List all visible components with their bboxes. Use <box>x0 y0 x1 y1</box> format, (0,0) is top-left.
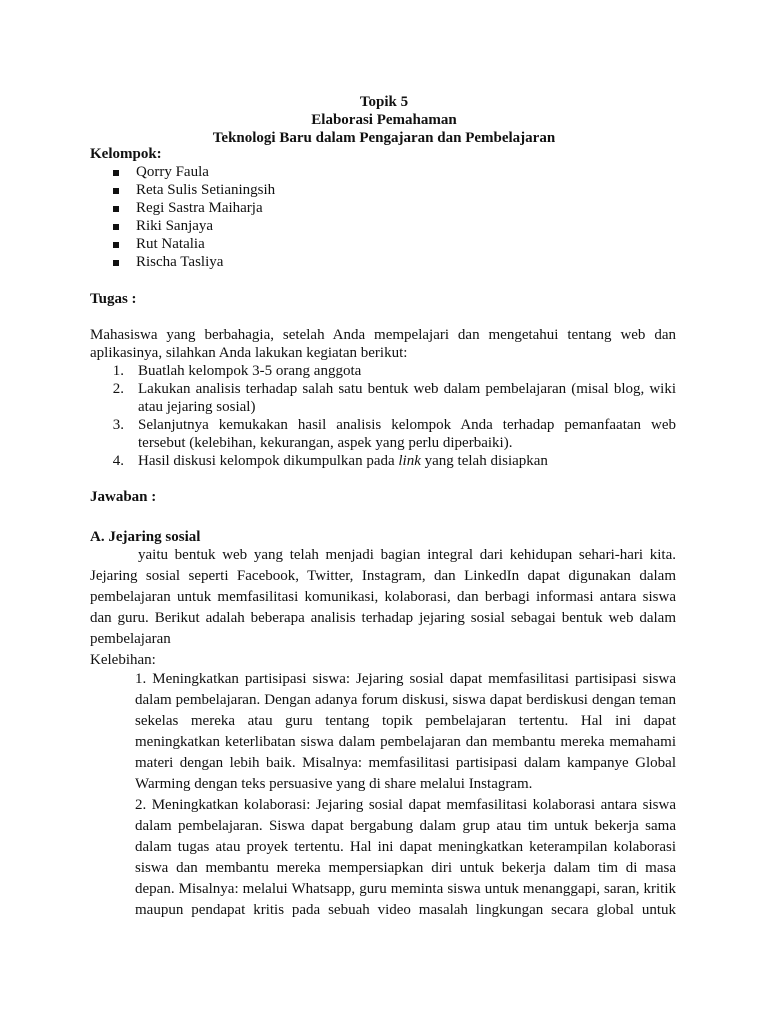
course-title: Teknologi Baru dalam Pengajaran dan Pembelajaran <box>212 130 556 146</box>
advantages-label: Kelebihan: <box>90 652 156 668</box>
advantage-line: Warming dengan teks persuasive yang di share melalui Instagram. <box>135 776 533 792</box>
task-intro-line: Mahasiswa yang berbahagia, setelah Anda mempelajari dan mengetahui tentang web dan <box>90 327 676 343</box>
advantage-line: siswa dan membantu mereka mempersiapkan diri untuk bekerja dalam tim di masa <box>135 860 676 876</box>
list-item: Reta Sulis Setianingsih <box>113 181 275 199</box>
answer-label: Jawaban : <box>90 489 157 505</box>
task-item-text: tersebut (kelebihan, kekurangan, aspek yang perlu diperbaiki). <box>138 435 513 451</box>
member-list <box>113 163 275 271</box>
list-item: Regi Sastra Maiharja <box>113 199 275 217</box>
bullet-icon <box>113 170 119 176</box>
task-number: 1. <box>112 363 124 379</box>
bullet-icon <box>113 224 119 230</box>
section-title: A. Jejaring sosial <box>90 529 201 545</box>
bullet-icon <box>113 206 119 212</box>
paragraph-line: yaitu bentuk web yang telah menjadi bagian integral dari kehidupan sehari-hari kita. <box>138 547 676 563</box>
task-item-text: Buatlah kelompok 3-5 orang anggota <box>138 363 362 379</box>
task-item-text: Hasil diskusi kelompok dikumpulkan pada link yang telah disiapkan <box>138 453 548 469</box>
bullet-icon <box>113 188 119 194</box>
title-block <box>0 93 768 147</box>
advantage-line: meningkatkan keterlibatan siswa dalam pembelajaran dan membantu mereka memahami <box>135 734 676 750</box>
advantage-line: sekelas mereka atau guru tentang topik pembelajaran tertentu. Hal ini dapat <box>135 713 676 729</box>
paragraph-line: Jejaring sosial seperti Facebook, Twitter, Instagram, dan LinkedIn dapat digunakan dalam <box>90 568 676 584</box>
advantage-line: depan. Misalnya: melalui Whatsapp, guru meminta siswa untuk menanggapi, saran, kritik <box>135 881 676 897</box>
bullet-icon <box>113 260 119 266</box>
advantage-line: dalam pembelajaran. Dengan adanya forum diskusi, siswa dapat berdiskusi dengan teman <box>135 692 676 708</box>
paragraph-line: dan guru. Berikut adalah beberapa analisis terhadap jejaring sosial sebagai bentuk web dalam <box>90 610 676 626</box>
subtitle-heading: Elaborasi Pemahaman <box>311 112 457 128</box>
task-number: 3. <box>112 417 124 433</box>
group-label: Kelompok: <box>90 146 162 162</box>
advantage-line: dalam pembelajaran. Siswa dapat bergabung dalam grup atau tim untuk bekerja sama <box>135 818 676 834</box>
task-number: 4. <box>112 453 124 469</box>
advantage-line: materi dengan lebih baik. Misalnya: memfasilitasi partisipasi dalam kampanye Global <box>135 755 676 771</box>
list-item: Riki Sanjaya <box>113 217 275 235</box>
bullet-icon <box>113 242 119 248</box>
task-item-text: atau jejaring sosial) <box>138 399 256 415</box>
link-word: link <box>398 453 421 469</box>
list-item: Rut Natalia <box>113 235 275 253</box>
advantage-line: dalam tugas atau proyek tertentu. Hal ini dapat meningkatkan keterampilan kolaborasi <box>135 839 676 855</box>
task-number: 2. <box>112 381 124 397</box>
task-label: Tugas : <box>90 291 137 307</box>
advantage-line: maupun pendapat kritis pada sebuah video masalah lingkungan secara global untuk <box>135 902 676 918</box>
task-intro-line: aplikasinya, silahkan Anda lakukan kegiatan berikut: <box>90 345 408 361</box>
paragraph-line: pembelajaran <box>90 631 171 647</box>
task-item-text: Lakukan analisis terhadap salah satu bentuk web dalam pembelajaran (misal blog, wiki <box>138 381 676 397</box>
topic-heading: Topik 5 <box>359 94 409 110</box>
list-item: Qorry Faula <box>113 163 275 181</box>
advantage-line: 2. Meningkatkan kolaborasi: Jejaring sosial dapat memfasilitasi kolaborasi antara siswa <box>135 797 676 813</box>
list-item: Rischa Tasliya <box>113 253 275 271</box>
paragraph-line: pembelajaran untuk memfasilitasi komunikasi, kolaborasi, dan berbagi informasi antara siswa <box>90 589 676 605</box>
advantage-line: 1. Meningkatkan partisipasi siswa: Jejaring sosial dapat memfasilitasi partisipasi siswa <box>135 671 676 687</box>
task-item-text: Selanjutnya kemukakan hasil analisis kelompok Anda terhadap pemanfaatan web <box>138 417 676 433</box>
